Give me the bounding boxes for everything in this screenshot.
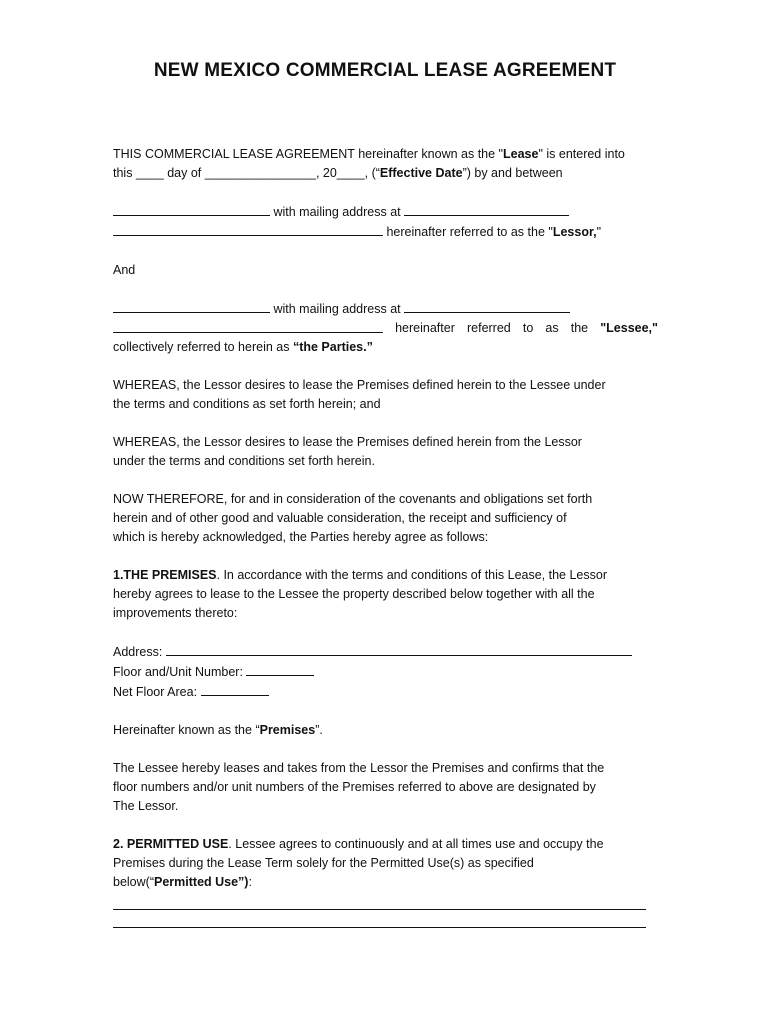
document-body — [113, 145, 658, 928]
lessee-address-blank[interactable] — [404, 299, 570, 313]
intro-text: " is entered into — [538, 147, 625, 161]
premises-line-1 — [113, 566, 658, 585]
permitted-text: . Lessee agrees to continuously and at all times use and occupy the — [228, 837, 604, 851]
permitted-text: : — [248, 875, 252, 889]
now-therefore-paragraph — [113, 490, 658, 547]
lessee-leases-line-3: The Lessor. — [113, 799, 179, 813]
whereas-paragraph-1 — [113, 376, 658, 414]
now-therefore-line-2: herein and of other good and valuable consideration, the receipt and sufficiency of — [113, 511, 567, 525]
whereas2-line-1: WHEREAS, the Lessor desires to lease the Premises defined herein from the Lessor — [113, 435, 582, 449]
known-as-text: Hereinafter known as the “ — [113, 723, 260, 737]
permitted-text: below(“ — [113, 875, 154, 889]
known-as-line — [113, 721, 658, 740]
lessee-leases-line-1: The Lessee hereby leases and takes from the Lessor the Premises and confirms that the — [113, 761, 605, 775]
effective-date-term: Effective Date — [379, 166, 463, 180]
whereas1-line-2: the terms and conditions as set forth herein; and — [113, 397, 381, 411]
now-therefore-line-3: which is hereby acknowledged, the Parties hereby agree as follows: — [113, 530, 489, 544]
premises-line-2: hereby agrees to lease to the Lessee the property described below together with all the — [113, 587, 595, 601]
parties-term: “the Parties.” — [292, 340, 373, 354]
collective-text: collectively referred to herein as — [113, 340, 293, 354]
lessor-address-blank[interactable] — [404, 202, 569, 216]
lessee-name-blank[interactable] — [113, 299, 270, 313]
permitted-use-term: Permitted Use”) — [154, 875, 249, 889]
lessor-mailing-label: with mailing address at — [273, 205, 401, 219]
lease-term: Lease — [503, 147, 539, 161]
known-as-text: ”. — [315, 723, 323, 737]
permitted-line-3 — [113, 873, 658, 892]
lessee-line-1 — [113, 299, 658, 319]
lessor-close-quote: " — [596, 225, 602, 239]
permitted-use-blank-2[interactable] — [113, 910, 646, 928]
intro-date-text: this ____ day of ________________, 20____, (“ — [113, 166, 380, 180]
premises-heading: 1.THE PREMISES — [113, 568, 217, 582]
premises-term: Premises — [259, 723, 316, 737]
premises-fields — [113, 642, 658, 702]
whereas1-line-1: WHEREAS, the Lessor desires to lease the Premises defined herein to the Lessee under — [113, 378, 606, 392]
area-field-row — [113, 682, 658, 702]
lessee-mailing-label: with mailing address at — [273, 302, 401, 316]
intro-text: ”) by and between — [462, 166, 563, 180]
permitted-line-2: Premises during the Lease Term solely for the Permitted Use(s) as specified — [113, 856, 534, 870]
intro-line-1 — [113, 145, 658, 164]
address-label: Address: — [113, 645, 163, 659]
lessee-leases-paragraph — [113, 759, 658, 816]
lessor-term: Lessor, — [552, 225, 597, 239]
floor-label: Floor and/Unit Number: — [113, 665, 243, 679]
premises-section — [113, 566, 658, 623]
lessee-referred-word: as — [545, 321, 559, 335]
lessor-line-1 — [113, 202, 658, 222]
lessor-referred-text: hereinafter referred to as the " — [386, 225, 553, 239]
lessor-name-blank[interactable] — [113, 202, 270, 216]
permitted-use-section — [113, 835, 658, 928]
document-title: NEW MEXICO COMMERCIAL LEASE AGREEMENT — [153, 60, 617, 81]
now-therefore-line-1: NOW THEREFORE, for and in consideration of the covenants and obligations set forth — [113, 492, 593, 506]
lessee-address-blank-2[interactable] — [113, 319, 383, 333]
lessor-line-2 — [113, 222, 658, 242]
intro-paragraph — [113, 145, 658, 183]
premises-line-3: improvements thereto: — [113, 606, 238, 620]
whereas-paragraph-2 — [113, 433, 658, 471]
lessee-referred-word: the — [570, 321, 589, 335]
known-as-paragraph — [113, 721, 658, 740]
floor-unit-field[interactable] — [246, 662, 314, 676]
lessee-leases-line-2: floor numbers and/or unit numbers of the Premises referred to above are designated by — [113, 780, 596, 794]
premises-text: . In accordance with the terms and conditions of this Lease, the Lessor — [216, 568, 607, 582]
floor-field-row — [113, 662, 658, 682]
lessee-referred-word: hereinafter — [395, 321, 455, 335]
and-text: And — [113, 263, 136, 277]
lessor-block — [113, 202, 658, 242]
permitted-use-heading: 2. PERMITTED USE — [113, 837, 229, 851]
permitted-use-blank-1[interactable] — [113, 892, 646, 910]
lessee-line-2 — [113, 319, 658, 338]
intro-line-2 — [113, 164, 658, 183]
address-field-row — [113, 642, 658, 662]
lessee-referred-word: to — [522, 321, 534, 335]
address-field[interactable] — [166, 642, 632, 656]
lessee-referred-word: referred — [466, 321, 511, 335]
lessee-term: "Lessee," — [600, 321, 658, 335]
lessor-address-blank-2[interactable] — [113, 222, 383, 236]
net-floor-area-field[interactable] — [201, 682, 269, 696]
lessee-line-3 — [113, 338, 658, 357]
intro-text: THIS COMMERCIAL LEASE AGREEMENT hereinafter known as the " — [113, 147, 503, 161]
permitted-line-1 — [113, 835, 658, 854]
net-floor-area-label: Net Floor Area: — [113, 685, 198, 699]
whereas2-line-2: under the terms and conditions set forth herein. — [113, 454, 375, 468]
lessee-block — [113, 299, 658, 357]
